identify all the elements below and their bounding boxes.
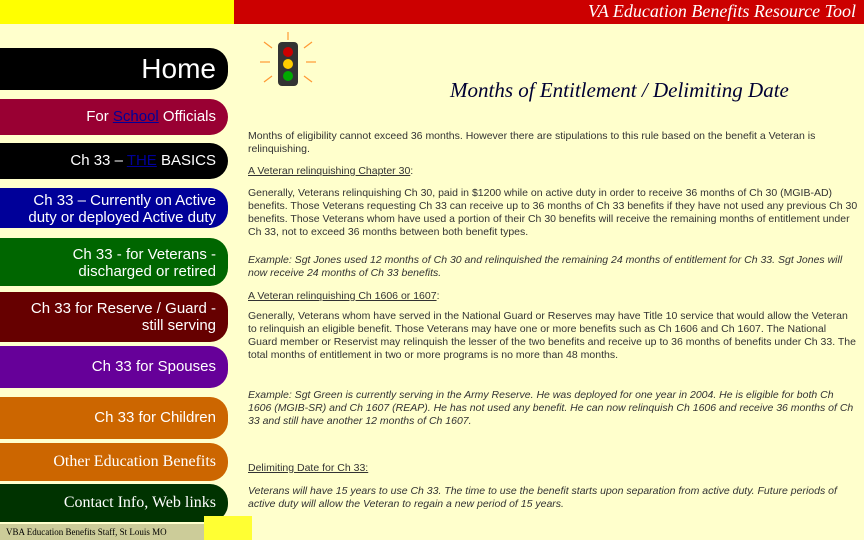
delimiting-heading: Delimiting Date for Ch 33: <box>248 462 369 474</box>
delimiting-paragraph: Veterans will have 15 years to use Ch 33. The time to use the benefit starts upon separation from active duty. Future periods of active duty will allow the Veteran to regain a new period of 15 years. <box>248 485 837 510</box>
ch30-heading-tail: : <box>410 165 414 177</box>
nav-spouses-label: Ch 33 for Spouses <box>91 358 216 375</box>
nav-basics-link[interactable]: THE <box>126 152 157 169</box>
nav-basics-pre: Ch 33 – <box>70 152 127 169</box>
nav-officials-link[interactable]: School <box>112 108 159 125</box>
nav-officials-post: Officials <box>158 108 216 125</box>
page-heading: Months of Entitlement / Delimiting Date <box>450 78 789 102</box>
top-bar <box>234 0 864 24</box>
traffic-light-icon <box>256 30 320 94</box>
nav-veterans-line2: discharged or retired <box>78 263 216 280</box>
nav-ch33-reserve-guard[interactable] <box>0 292 228 342</box>
nav-contact-info[interactable] <box>0 484 228 522</box>
intro-paragraph: Months of eligibility cannot exceed 36 months. However there are stipulations to this rule based on the benefit a Veteran is relinquishing. <box>248 130 816 155</box>
ch30-paragraph: Generally, Veterans relinquishing Ch 30, paid in $1200 while on active duty in order to receive 36 months of Ch 30 (MGIB-AD) benefits. Those Veterans requesting Ch 33 can receive up to 36 months of Ch 33 benefits if they have not used any previous Ch 30 benefits. Those Veterans whom have used a portion of their Ch 30 benefits will receive the remaining months of entitlement under Ch 33, not to exceed 36 months between both benefit types. <box>248 187 858 238</box>
ch1606-heading-tail: : <box>436 290 440 302</box>
nav-other-label: Other Education Benefits <box>53 453 216 470</box>
ch1606-heading: A Veteran relinquishing Ch 1606 or 1607 <box>248 290 437 302</box>
nav-reserve-line1: Ch 33 for Reserve / Guard - <box>30 300 216 317</box>
example-jones: Example: Sgt Jones used 12 months of Ch 30 and relinquished the remaining 24 months of entitlement for Ch 33. Sgt Jones will now receive 24 months of Ch 33 benefits. <box>248 254 843 279</box>
footer <box>0 524 204 540</box>
nav-ch33-basics[interactable] <box>0 143 228 179</box>
nav-active-line1: Ch 33 – Currently on Active <box>33 192 216 209</box>
nav-ch33-children[interactable] <box>0 397 228 439</box>
nav-ch33-active-duty[interactable] <box>0 188 228 228</box>
nav-ch33-veterans[interactable] <box>0 238 228 286</box>
app-title: VA Education Benefits Resource Tool <box>588 1 856 21</box>
nav-home-label: Home <box>141 53 216 84</box>
nav-active-line2: duty or deployed Active duty <box>28 209 216 226</box>
footer-accent <box>204 516 252 540</box>
nav-school-officials[interactable] <box>0 99 228 135</box>
nav-ch33-spouses[interactable] <box>0 346 228 388</box>
nav-children-label: Ch 33 for Children <box>94 409 216 426</box>
ch30-heading: A Veteran relinquishing Chapter 30 <box>248 165 411 177</box>
nav-officials-pre: For <box>86 108 113 125</box>
nav-reserve-line2: still serving <box>141 317 216 334</box>
nav-basics-post: BASICS <box>156 152 216 169</box>
ch1606-paragraph: Generally, Veterans whom have served in the National Guard or Reserves may have Title 10 service that would allow the Veteran to relinquish an eligible benefit. Those Veterans may have one or more benefits such as Ch 1606 and Ch 1607. The National Guard member or Reservist may relinquish the lesser of the two benefits and receive up to 36 months of benefits under Ch 33. The total months of entitlement in two or more programs is no more than 48 months. <box>248 310 856 361</box>
top-bar-accent <box>0 0 234 24</box>
nav-other-benefits[interactable] <box>0 443 228 481</box>
nav-contact-label: Contact Info, Web links <box>63 494 216 511</box>
footer-text: VBA Education Benefits Staff, St Louis MO <box>6 527 167 537</box>
nav-veterans-line1: Ch 33 - for Veterans - <box>72 246 216 263</box>
nav-home[interactable] <box>0 48 228 90</box>
example-green: Example: Sgt Green is currently serving in the Army Reserve. He was deployed for one year in 2004. He is eligible for both Ch 1606 (MGIB-SR) and Ch 1607 (REAP). He has not used any benefit. He can now relinquish Ch 1606 and receive 36 months of Ch 33 and still have another 12 months of Ch 1607. <box>248 389 854 427</box>
